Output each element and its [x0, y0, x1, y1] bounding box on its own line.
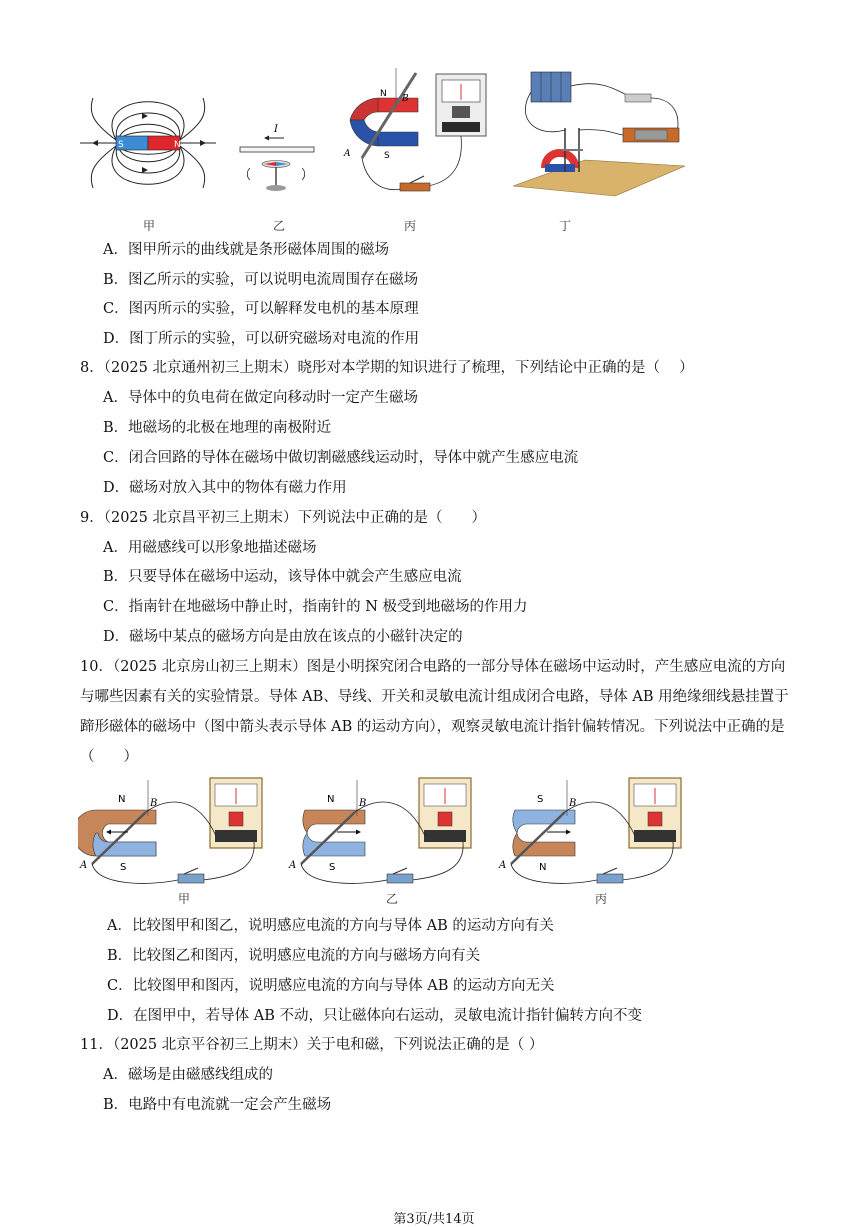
q8-option-b	[103, 418, 331, 438]
q10-option-a	[107, 916, 554, 936]
q9-option-c	[103, 597, 528, 617]
q10-jia-s: S	[120, 862, 127, 873]
q10-bing-a: A	[499, 860, 507, 871]
figure-ding-motor	[505, 68, 695, 208]
option-text: 磁场是由磁感线组成的	[127, 1067, 273, 1083]
option-letter: D．	[107, 1008, 134, 1024]
option-letter: A．	[103, 540, 128, 556]
bing-a-label: A	[344, 149, 351, 159]
q10-jia-b: B	[150, 798, 158, 809]
option-letter: D．	[103, 331, 130, 347]
option-letter: C．	[103, 450, 129, 466]
option-text: 图丙所示的实验，可以解释发电机的基本原理	[128, 301, 419, 317]
q10-figure-bing	[497, 776, 687, 896]
option-letter: A．	[103, 390, 128, 406]
option-letter: B．	[103, 1097, 129, 1113]
caption-bing: 丙	[404, 219, 417, 233]
q8-option-a	[103, 388, 418, 408]
q10-yi-s: S	[329, 862, 336, 873]
caption-yi: 乙	[273, 219, 286, 233]
q7-option-d	[103, 329, 419, 349]
q10-caption-jia: 甲	[178, 892, 191, 906]
q11-option-a	[103, 1065, 273, 1085]
option-letter: B．	[103, 420, 129, 436]
q7-option-c	[103, 299, 419, 319]
option-text: 导体中的负电荷在做定向移动时一定产生磁场	[127, 390, 418, 406]
option-text: 比较图乙和图丙，说明感应电流的方向与磁场方向有关	[132, 948, 481, 964]
magnet-s-label: S	[118, 140, 124, 150]
option-text: 只要导体在磁场中运动，该导体中就会产生感应电流	[128, 569, 462, 585]
option-text: 磁场中某点的磁场方向是由放在该点的小磁针决定的	[129, 629, 463, 645]
q10-stem: 10．（2025 北京房山初三上期末）图是小明探究闭合电路的一部分导体在磁场中运动时，产生感应电流的方向与哪些因素有关的实验情景。导体 AB、导线、开关和灵敏电流计组成闭合电路，导体 AB 用绝缘细线悬挂置于蹄形磁体的磁场中（图中箭头表示导体 AB 的运动方向），观察灵敏电流计指针偏转情况。下列说法中正确的是（ ）	[80, 659, 789, 765]
option-text: 图乙所示的实验，可以说明电流周围存在磁场	[128, 272, 419, 288]
option-text: 图丁所示的实验，可以研究磁场对电流的作用	[129, 331, 420, 347]
option-letter: B．	[107, 948, 133, 964]
q10-option-d	[107, 1006, 642, 1026]
option-letter: D．	[103, 480, 130, 496]
q10-caption-bing: 丙	[595, 892, 608, 906]
option-letter: A．	[103, 1067, 128, 1083]
q7-option-a	[103, 240, 389, 260]
q10-figure-jia	[78, 776, 268, 896]
option-text: 在图甲中，若导体 AB 不动，只让磁体向右运动，灵敏电流计指针偏转方向不变	[133, 1008, 642, 1024]
bing-s-label: S	[384, 151, 390, 161]
option-text: 图甲所示的曲线就是条形磁体周围的磁场	[127, 242, 389, 258]
option-letter: B．	[103, 272, 129, 288]
caption-jia: 甲	[143, 219, 156, 233]
option-text: 指南针在地磁场中静止时，指南针的 N 极受到地磁场的作用力	[128, 599, 528, 615]
option-text: 比较图甲和图丙，说明感应电流的方向与导体 AB 的运动方向无关	[132, 978, 555, 994]
q9-stem: 9．（2025 北京昌平初三上期末）下列说法中正确的是（ ）	[80, 510, 486, 526]
q9-option-b	[103, 567, 462, 587]
option-letter: A．	[103, 242, 128, 258]
option-letter: C．	[103, 301, 129, 317]
q10-jia-a: A	[80, 860, 88, 871]
page-footer: 第3页/共14页	[393, 1212, 475, 1227]
q10-yi-a: A	[289, 860, 297, 871]
bing-n-label: N	[380, 89, 387, 99]
option-text: 电路中有电流就一定会产生磁场	[128, 1097, 332, 1113]
q9-option-d	[103, 627, 463, 647]
q10-jia-n: N	[118, 794, 126, 805]
caption-ding: 丁	[559, 219, 572, 233]
bing-b-label: B	[402, 94, 409, 104]
option-text: 比较图甲和图乙，说明感应电流的方向与导体 AB 的运动方向有关	[131, 918, 554, 934]
q10-option-b	[107, 946, 480, 966]
option-letter: C．	[107, 978, 133, 994]
q10-caption-yi: 乙	[386, 892, 399, 906]
q8-option-d	[103, 478, 347, 498]
q9-option-a	[103, 538, 316, 558]
q10-yi-b: B	[359, 798, 367, 809]
q10-option-c	[107, 976, 554, 996]
option-letter: A．	[107, 918, 132, 934]
q10-yi-n: N	[327, 794, 335, 805]
figure-yi-oersted	[238, 120, 318, 200]
current-i-label: I	[274, 124, 278, 135]
figure-bing-induction	[338, 68, 498, 208]
figure-jia-bar-magnet	[78, 88, 218, 198]
q10-bing-b: B	[569, 798, 577, 809]
option-letter: B．	[103, 569, 129, 585]
option-text: 磁场对放入其中的物体有磁力作用	[129, 480, 347, 496]
option-text: 用磁感线可以形象地描述磁场	[127, 540, 317, 556]
q7-option-b	[103, 270, 418, 290]
q11-option-b	[103, 1095, 331, 1115]
q10-bing-s: S	[537, 794, 544, 805]
option-text: 地磁场的北极在地理的南极附近	[128, 420, 332, 436]
q10-bing-n: N	[539, 862, 547, 873]
q11-stem: 11．（2025 北京平谷初三上期末）关于电和磁，下列说法正确的是（ ）	[80, 1037, 544, 1053]
q8-option-c	[103, 448, 578, 468]
option-letter: D．	[103, 629, 130, 645]
q8-stem: 8．（2025 北京通州初三上期末）晓彤对本学期的知识进行了梳理，下列结论中正确的是（ ）	[80, 360, 694, 376]
q10-figure-yi	[287, 776, 477, 896]
option-text: 闭合回路的导体在磁场中做切割磁感线运动时，导体中就产生感应电流	[128, 450, 579, 466]
option-letter: C．	[103, 599, 129, 615]
magnet-n-label: N	[174, 140, 181, 150]
